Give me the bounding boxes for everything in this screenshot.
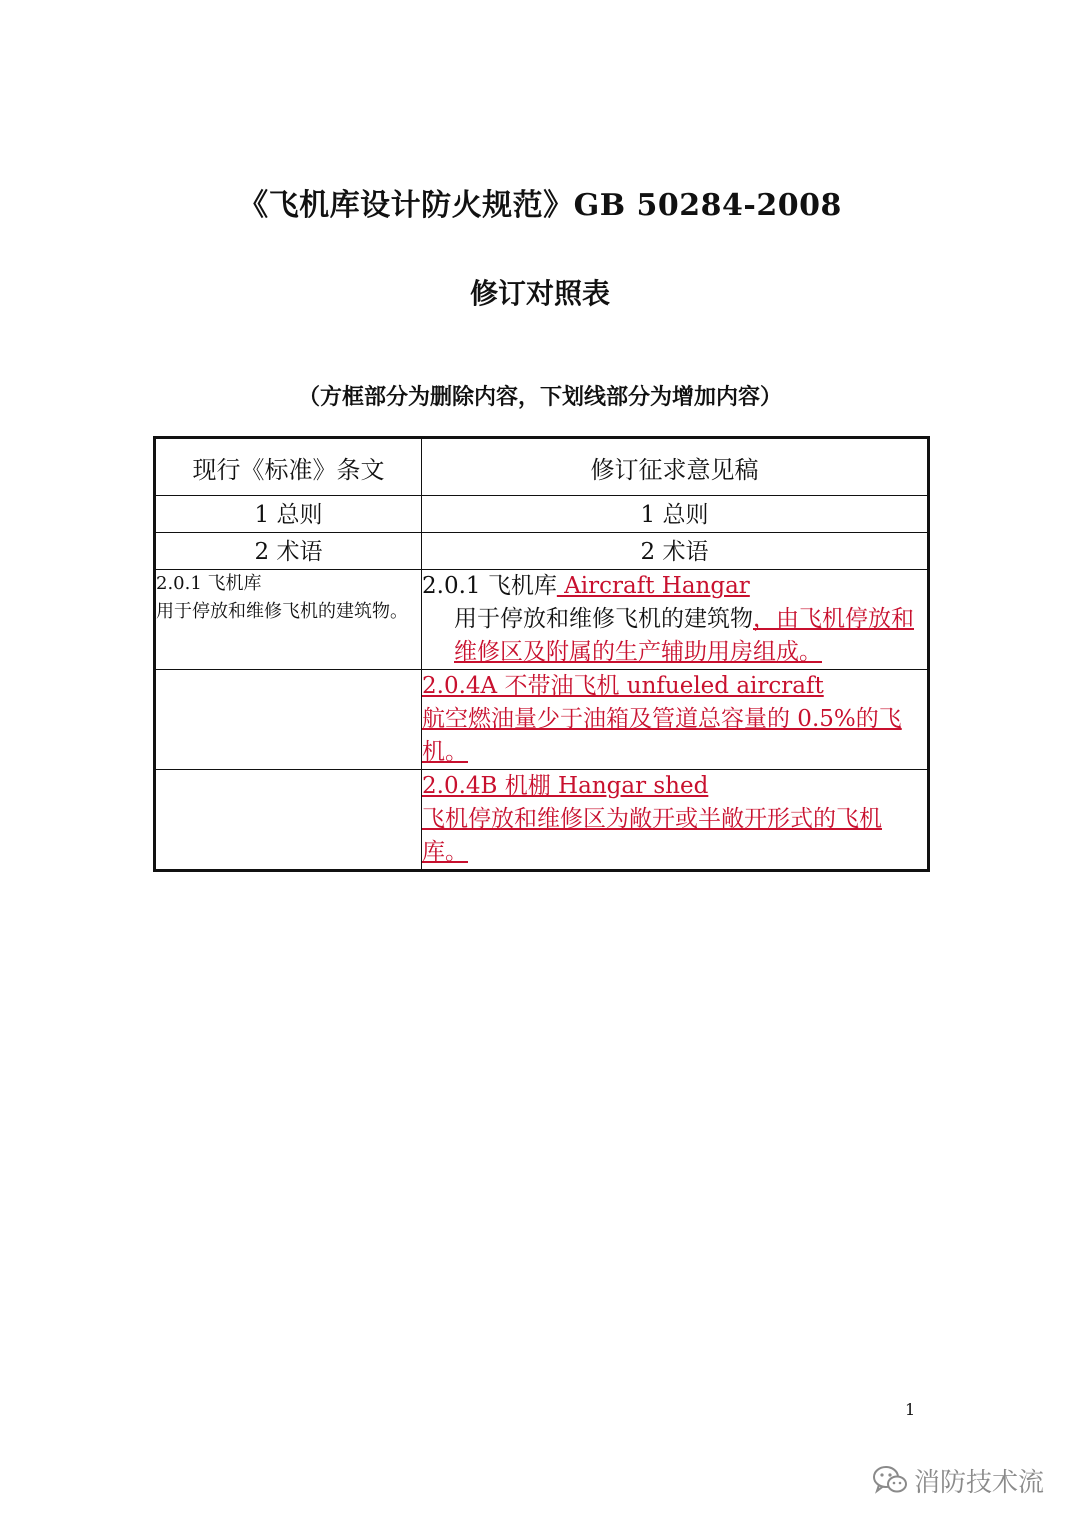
revised-clause-2-0-1-definition: [422, 603, 927, 669]
revised-definition-text: 用于停放和维修飞机的建筑物: [454, 606, 753, 632]
document-title: 《飞机库设计防火规范》GB 50284-2008: [238, 188, 842, 223]
current-clause-2-0-1-heading: 2.0.1 飞机库: [156, 573, 262, 594]
watermark-text: 消防技术流: [914, 1467, 1045, 1498]
added-definition-text: ，由飞机停放和维修区及附属的生产辅助用房组成。: [454, 606, 914, 665]
added-clause-2-0-4b-definition: 飞机停放和维修区为敞开或半敞开形式的飞机库。: [422, 806, 882, 865]
table-row-2-0-4b: [155, 770, 929, 871]
current-clause-2-0-1: [155, 570, 422, 670]
table-row-2-0-1: [155, 570, 929, 670]
current-clause-2-0-4b-empty: [155, 770, 422, 871]
current-section-1: 1 总则: [155, 496, 422, 533]
added-clause-2-0-4b-heading: 2.0.4B 机棚 Hangar shed: [422, 773, 709, 799]
added-clause-2-0-4a-definition: 航空燃油量少于油箱及管道总容量的 0.5%的飞机。: [422, 706, 902, 765]
header-current-standard: 现行《标准》条文: [155, 438, 422, 496]
revised-clause-2-0-1-heading: [422, 570, 927, 603]
added-clause-2-0-4a-heading: 2.0.4A 不带油飞机 unfueled aircraft: [422, 673, 824, 699]
header-revision-draft: 修订征求意见稿: [422, 438, 929, 496]
watermark: [872, 1460, 1044, 1500]
legend-note: （方框部分为删除内容，下划线部分为增加内容）: [297, 384, 782, 410]
current-clause-2-0-4a-empty: [155, 670, 422, 770]
revised-section-1: 1 总则: [422, 496, 929, 533]
revised-section-2: 2 术语: [422, 533, 929, 570]
wechat-icon: [872, 1464, 908, 1496]
document-subtitle: 修订对照表: [469, 277, 610, 310]
revision-comparison-table: [153, 436, 930, 872]
revised-clause-2-0-1: [422, 570, 929, 670]
current-clause-2-0-1-definition: 用于停放和维修飞机的建筑物。: [156, 601, 408, 622]
revised-clause-2-0-4b: [422, 770, 929, 871]
page-number: 1: [905, 1400, 916, 1419]
current-section-2: 2 术语: [155, 533, 422, 570]
revised-clause-2-0-1-code: 2.0.1 飞机库: [422, 573, 557, 599]
table-row-2-0-4a: [155, 670, 929, 770]
table-header-row: [155, 438, 929, 496]
table-row-section-1: [155, 496, 929, 533]
added-english-term: Aircraft Hangar: [556, 573, 750, 599]
table-row-section-2: [155, 533, 929, 570]
revised-clause-2-0-4a: [422, 670, 929, 770]
